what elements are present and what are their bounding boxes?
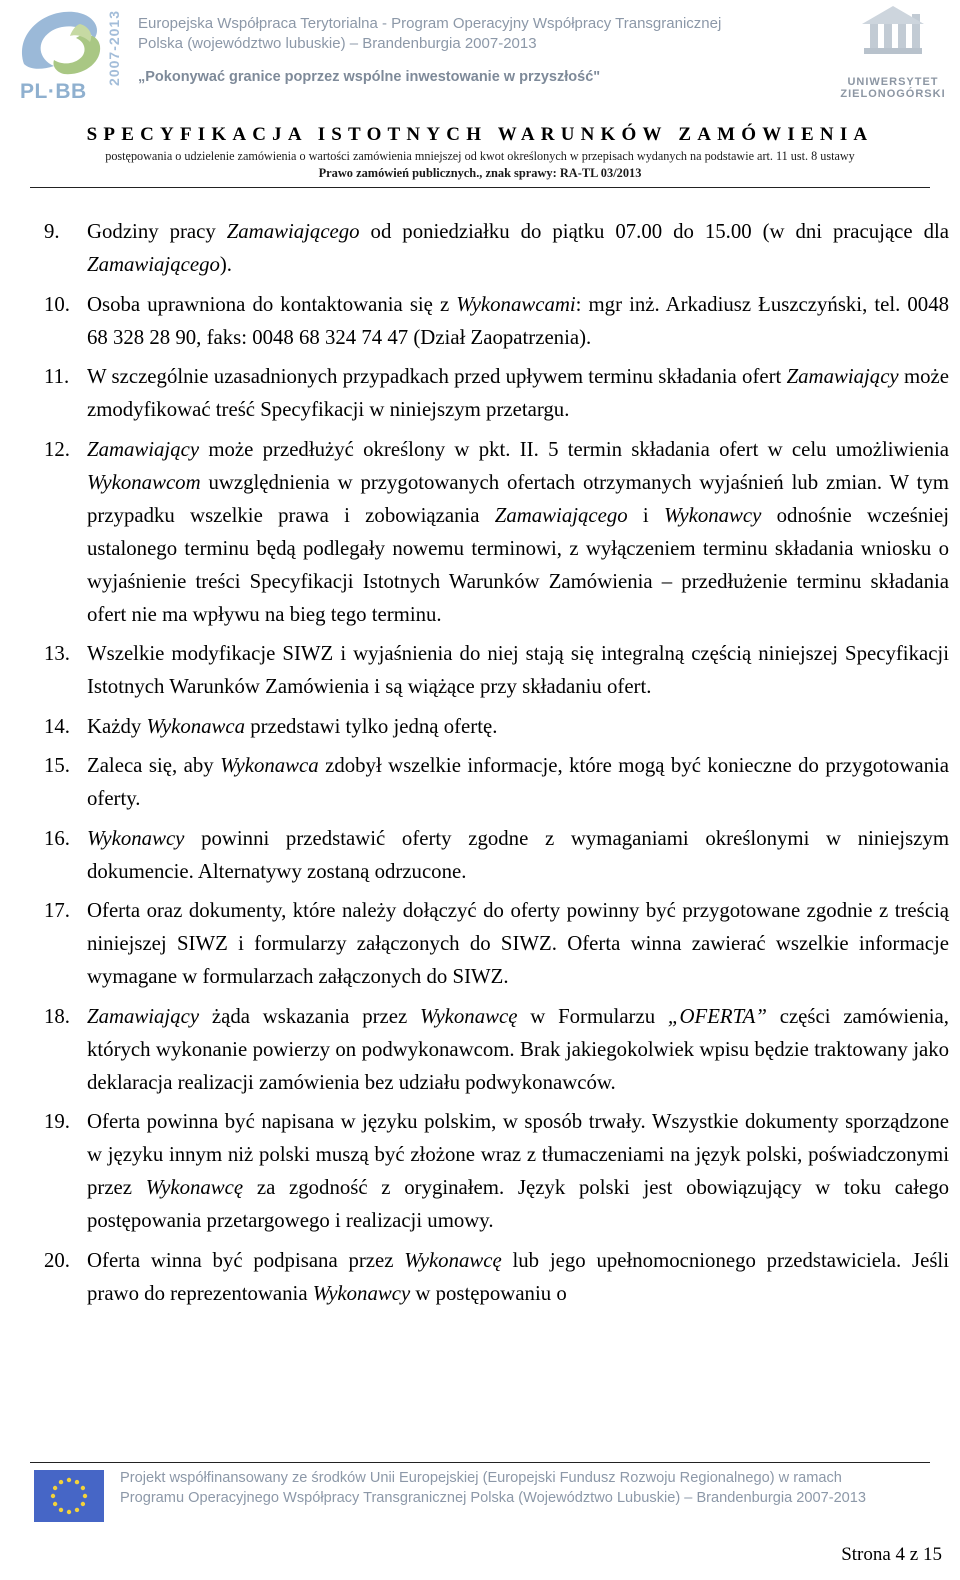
- list-item: [44, 1000, 949, 1099]
- subtitle-line-1: postępowania o udzielenie zamówienia o wartości zamówienia mniejszej od kwot określonych w przepisach wydanych na podstawie art. 11 ust. 8 ustawy: [105, 149, 855, 163]
- list-item: [44, 894, 949, 993]
- list-item: [44, 710, 949, 743]
- list-item-number: 13.: [44, 642, 70, 665]
- eu-star-icon: [53, 1502, 57, 1506]
- list-item-number: 9.: [44, 220, 60, 243]
- document-subtitle: [0, 148, 960, 182]
- list-item-number: 12.: [44, 437, 70, 461]
- eu-stars-icon: [34, 1470, 104, 1522]
- document-title: SPECYFIKACJA ISTOTNYCH WARUNKÓW ZAMÓWIENIA: [86, 124, 874, 145]
- list-item-number: 10.: [44, 292, 70, 316]
- subtitle-line-2: Prawo zamówień publicznych., znak sprawy: RA-TL 03/2013: [318, 166, 642, 180]
- cofinancing-note: [120, 1468, 940, 1508]
- university-name-line-2: ZIELONOGÓRSKI: [840, 88, 946, 100]
- eu-star-icon: [59, 1508, 63, 1512]
- list-item-text: Godziny pracy Zamawiającego od poniedziałku do piątku 07.00 do 15.00 (w dni pracujące dla Zamawiającego).: [87, 220, 949, 276]
- list-item-number: 11.: [44, 365, 70, 388]
- list-item-number: 14.: [44, 714, 70, 738]
- university-name: [834, 76, 952, 100]
- list-item: [44, 749, 949, 815]
- eu-star-icon: [81, 1486, 85, 1490]
- list-item-text: Oferta oraz dokumenty, które należy dołączyć do oferty powinny być przygotowane zgodnie z treścią niniejszej SIWZ i formularzy załączonych do SIWZ. Oferta winna zawierać wszelkie informacje wymagane w formularzach załączonych do SIWZ.: [87, 899, 949, 988]
- plbb-years: 2007-2013: [106, 10, 122, 86]
- list-item-number: 18.: [44, 1004, 70, 1028]
- list-item-text: Każdy Wykonawca przedstawi tylko jedną ofertę.: [87, 714, 498, 738]
- eu-flag-icon: [34, 1470, 104, 1522]
- eu-star-icon: [81, 1502, 85, 1506]
- header-divider: [30, 187, 930, 188]
- plbb-logo: [14, 4, 122, 104]
- list-item: [44, 637, 949, 703]
- list-item-text: W szczególnie uzasadnionych przypadkach przed upływem terminu składania ofert Zamawiający może zmodyfikować treść Specyfikacji w niniejszym przetargu.: [87, 365, 949, 421]
- list-item: [44, 822, 949, 888]
- university-emblem-icon: [834, 4, 952, 74]
- page-number: Strona 4 z 15: [841, 1544, 942, 1565]
- university-name-line-1: UNIWERSYTET: [847, 76, 939, 88]
- eu-star-icon: [75, 1480, 79, 1484]
- list-item-number: 20.: [44, 1248, 70, 1272]
- eu-star-icon: [83, 1494, 87, 1498]
- program-header: [138, 14, 828, 87]
- list-item-number: 16.: [44, 826, 70, 850]
- list-item-text: Zaleca się, aby Wykonawca zdobył wszelkie informacje, które mogą być konieczne do przygotowania oferty.: [87, 754, 949, 810]
- list-item: [44, 360, 949, 426]
- list-item-text: Wykonawcy powinni przedstawić oferty zgodne z wymaganiami określonymi w niniejszym dokumencie. Alternatywy zostaną odrzucone.: [87, 826, 949, 883]
- list-item-number: 19.: [44, 1110, 70, 1133]
- program-motto: „Pokonywać granice poprzez wspólne inwestowanie w przyszłość": [138, 69, 601, 85]
- numbered-list: [44, 215, 949, 1316]
- eu-star-icon: [75, 1508, 79, 1512]
- eu-star-icon: [59, 1480, 63, 1484]
- program-line-2: Polska (województwo lubuskie) – Brandenburgia 2007-2013: [138, 35, 537, 52]
- footer-divider: [30, 1462, 930, 1463]
- eu-star-icon: [67, 1510, 71, 1514]
- list-item-text: Wszelkie modyfikacje SIWZ i wyjaśnienia do niej stają się integralną częścią niniejszej Specyfikacji Istotnych Warunków Zamówienia i są wiążące przy składaniu ofert.: [87, 642, 949, 698]
- list-item-number: 17.: [44, 899, 70, 922]
- list-item: [44, 288, 949, 354]
- list-item: [44, 433, 949, 631]
- list-item-number: 15.: [44, 754, 70, 777]
- eu-star-icon: [51, 1494, 55, 1498]
- list-item-text: Oferta powinna być napisana w języku polskim, w sposób trwały. Wszystkie dokumenty sporządzone w języku innym niż polski muszą być złożone wraz z tłumaczeniami na język polski, poświadczonymi przez Wykonawcę za zgodność z oryginałem. Język polski jest obowiązujący w toku całego postępowania przetargowego i realizacji umowy.: [87, 1110, 949, 1232]
- list-item-text: Zamawiający może przedłużyć określony w pkt. II. 5 termin składania ofert w celu umożliwienia Wykonawcom uwzględnienia w przygotowanych ofertach otrzymanych wyjaśnień lub zmian. W tym przypadku wszelkie prawa i zobowiązania Zamawiającego i Wykonawcy odnośnie wcześniej ustalonego terminu będą podlegały nowemu terminowi, z wyłączeniem terminu składania wniosku o wyjaśnienie treści Specyfikacji Istotnych Warunków Zamówienia – przedłużenie terminu składania ofert nie ma wpływu na bieg tego terminu.: [87, 437, 949, 626]
- program-line-1: Europejska Współpraca Terytorialna - Program Operacyjny Współpracy Transgranicznej: [138, 15, 722, 32]
- list-item: [44, 215, 949, 281]
- eu-star-icon: [67, 1478, 71, 1482]
- list-item-text: Zamawiający żąda wskazania przez Wykonawcę w Formularzu „OFERTA” części zamówienia, których wykonanie powierzy on podwykonawcom. Brak jakiegokolwiek wpisu będzie traktowany jako deklaracja realizacji zamówienia bez udziału podwykonawców.: [87, 1004, 949, 1094]
- list-item: [44, 1244, 949, 1310]
- list-item: [44, 1105, 949, 1237]
- list-item-text: Osoba uprawniona do kontaktowania się z Wykonawcami: mgr inż. Arkadiusz Łuszczyński, tel. 0048 68 328 28 90, faks: 0048 68 324 74 47 (Dział Zaopatrzenia).: [87, 292, 949, 349]
- eu-star-icon: [53, 1486, 57, 1490]
- plbb-logo-text: PL·BB: [20, 80, 87, 103]
- cofinancing-line-1: Projekt współfinansowany ze środków Unii Europejskiej (Europejski Fundusz Rozwoju Regionalnego) w ramach: [120, 1470, 842, 1486]
- list-item-text: Oferta winna być podpisana przez Wykonawcę lub jego upełnomocnionego przedstawiciela. Jeśli prawo do reprezentowania Wykonawcy w postępowaniu o: [87, 1248, 949, 1305]
- university-logo: [834, 4, 952, 104]
- cofinancing-line-2: Programu Operacyjnego Współpracy Transgranicznej Polska (Województwo Lubuskie) – Brandenburgia 2007-2013: [120, 1490, 867, 1506]
